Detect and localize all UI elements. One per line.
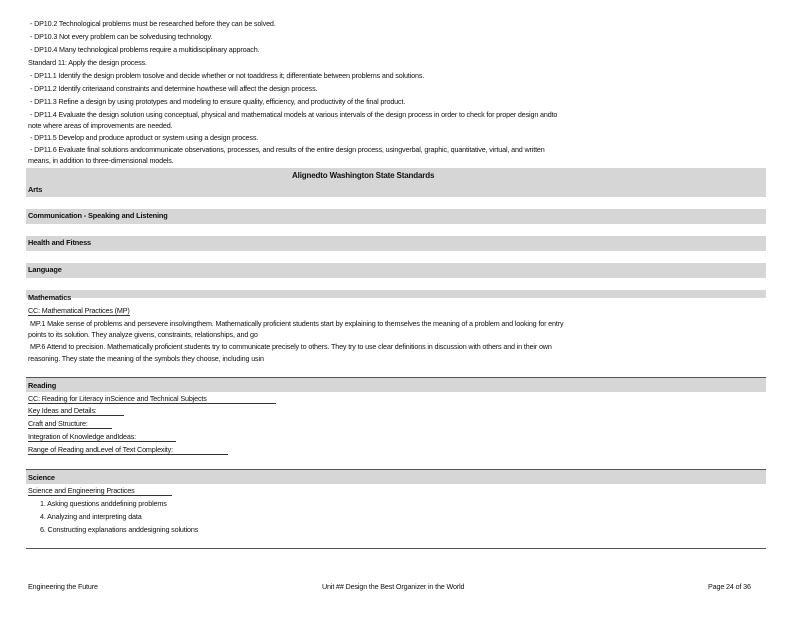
- math-cc-link[interactable]: CC: Mathematical Practices (MP): [28, 306, 130, 315]
- bottom-divider: [26, 548, 766, 549]
- design-process-line: Standard 11: Apply the design process.: [28, 58, 147, 67]
- reading-link-integration[interactable]: Integration of Knowledge andIdeas:: [28, 433, 176, 442]
- design-process-line: - DP11.6 Evaluate final solutions andcommunicate observations, processes, and results of the entire design process, usingverbal, graphic, quantitative, virtual, and written: [30, 145, 545, 154]
- science-practices-link[interactable]: Science and Engineering Practices: [28, 487, 172, 496]
- design-process-line: - DP10.4 Many technological problems require a multidisciplinary approach.: [30, 45, 260, 54]
- reading-band: [26, 378, 766, 392]
- reading-link-cc[interactable]: CC: Reading for Literacy inScience and Technical Subjects: [28, 395, 276, 404]
- design-process-line: - DP11.3 Refine a design by using prototypes and modeling to ensure quality, efficiency, and productivity of the final product.: [30, 97, 406, 106]
- reading-link-craft[interactable]: Craft and Structure:: [28, 420, 112, 429]
- footer-center: Unit ## Design the Best Organizer in the World: [322, 582, 465, 591]
- reading-link-key-ideas[interactable]: Key Ideas and Details:: [28, 407, 124, 416]
- design-process-line: - DP11.2 Identify criteriaand constraints and determine howthese will affect the design process.: [30, 84, 318, 93]
- section-language: Language: [28, 265, 62, 274]
- math-line: reasoning. They state the meaning of the symbols they choose, including usin: [28, 354, 264, 363]
- reading-link-range[interactable]: Range of Reading andLevel of Text Complexity:: [28, 446, 228, 455]
- design-process-line: means, in addition to three-dimensional models.: [28, 156, 174, 165]
- section-health: Health and Fitness: [28, 238, 92, 247]
- design-process-line: - DP11.5 Develop and produce aproduct or system using a design process.: [30, 133, 259, 142]
- math-line: MP.1 Make sense of problems and persevere insolvingthem. Mathematically proficient students start by explaining to themselves the meaning of a problem and looking for entry: [30, 319, 564, 328]
- math-line: points to its solution. They analyze givens, constraints, relationships, and go: [28, 330, 258, 339]
- section-communication: Communication - Speaking and Listening: [28, 211, 168, 220]
- design-process-line: note where areas of improvements are needed.: [28, 121, 173, 130]
- science-item: 6. Constructing explanations anddesigning solutions: [40, 525, 199, 534]
- mathematics-band: [26, 290, 766, 298]
- aligned-title: Alignedto Washington State Standards: [292, 171, 435, 180]
- design-process-line: - DP10.2 Technological problems must be researched before they can be solved.: [30, 19, 276, 28]
- footer-page-number: Page 24 of 36: [708, 582, 751, 591]
- science-item: 4. Analyzing and interpreting data: [40, 512, 142, 521]
- science-band: [26, 470, 766, 484]
- section-reading: Reading: [28, 381, 57, 390]
- design-process-line: - DP10.3 Not every problem can be solvedusing technology.: [30, 32, 213, 41]
- math-line: MP.6 Attend to precision. Mathematically proficient students try to communicate precisely to others. They try to use clear definitions in discussion with others and in their own: [30, 342, 552, 351]
- science-item: 1. Asking questions anddefining problems: [40, 499, 167, 508]
- section-arts: Arts: [28, 185, 43, 194]
- design-process-line: - DP11.1 Identify the design problem tosolve and decide whether or not toaddress it; differentiate between problems and solutions.: [30, 71, 425, 80]
- footer-left: Engineering the Future: [28, 582, 98, 591]
- language-band: [26, 263, 766, 278]
- section-mathematics: Mathematics: [28, 293, 72, 302]
- health-band: [26, 236, 766, 251]
- design-process-line: - DP11.4 Evaluate the design solution using conceptual, physical and mathematical models at various intervals of the design process in order to check for proper design andto: [30, 110, 558, 119]
- section-science: Science: [28, 473, 55, 482]
